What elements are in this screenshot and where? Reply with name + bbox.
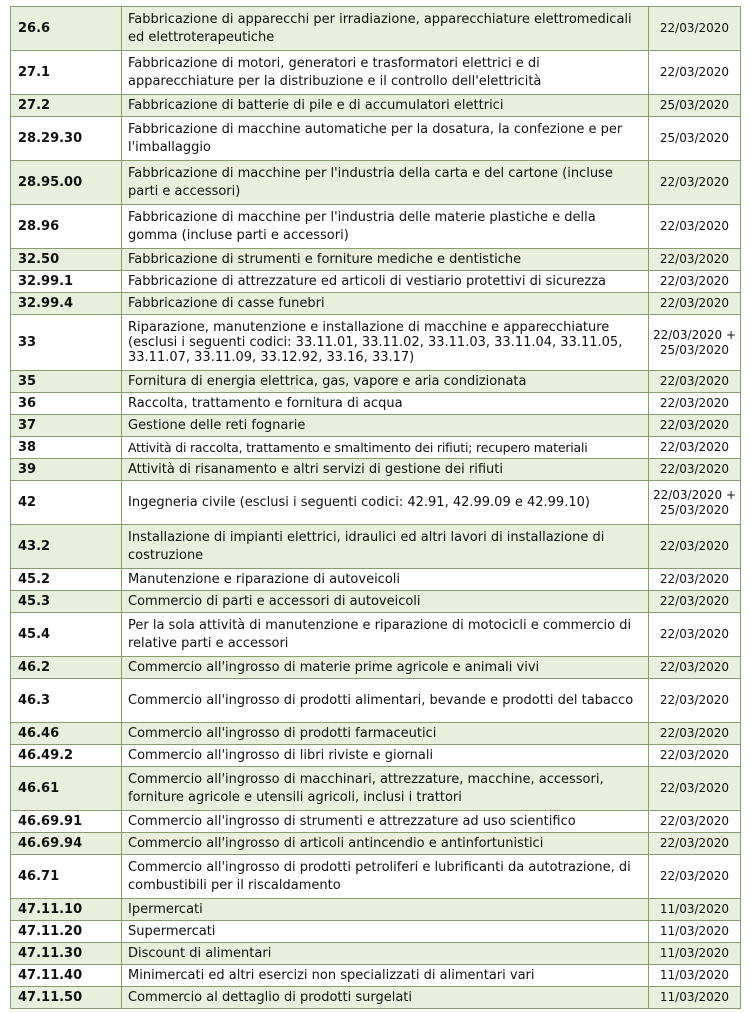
description-cell: Commercio all'ingrosso di articoli antincendio e antinfortunistici <box>122 833 649 855</box>
code-cell: 47.11.20 <box>11 921 122 943</box>
code-cell: 37 <box>11 415 122 437</box>
description-cell: Supermercati <box>122 921 649 943</box>
date-cell: 22/03/2020 <box>649 161 741 205</box>
date-cell: 11/03/2020 <box>649 921 741 943</box>
table-row <box>11 205 741 249</box>
date-cell: 22/03/2020 + 25/03/2020 <box>649 481 741 525</box>
date-cell: 22/03/2020 <box>649 657 741 679</box>
code-cell: 46.49.2 <box>11 745 122 767</box>
description-cell: Installazione di impianti elettrici, idraulici ed altri lavori di installazione di costruzione <box>122 525 649 569</box>
table-row <box>11 437 741 459</box>
table-row <box>11 767 741 811</box>
code-cell: 42 <box>11 481 122 525</box>
date-cell: 11/03/2020 <box>649 899 741 921</box>
code-cell: 46.61 <box>11 767 122 811</box>
description-cell: Fabbricazione di macchine per l'industria della carta e del cartone (incluse parti e accessori) <box>122 161 649 205</box>
code-cell: 28.95.00 <box>11 161 122 205</box>
description-cell: Fornitura di energia elettrica, gas, vapore e aria condizionata <box>122 371 649 393</box>
description-cell: Fabbricazione di strumenti e forniture mediche e dentistiche <box>122 249 649 271</box>
code-cell: 27.1 <box>11 51 122 95</box>
date-cell: 22/03/2020 <box>649 51 741 95</box>
table-row <box>11 569 741 591</box>
table-row <box>11 525 741 569</box>
description-cell: Riparazione, manutenzione e installazione di macchine e apparecchiature (esclusi i seguenti codici: 33.11.01, 33.11.02, 33.11.03, 33.11.04, 33.11.05, 33.11.07, 33.11.09, 33.12.92, 33.16, 33.17) <box>122 315 649 371</box>
code-cell: 46.3 <box>11 679 122 723</box>
table-row <box>11 371 741 393</box>
date-cell: 22/03/2020 <box>649 437 741 459</box>
ateco-codes-table <box>10 6 741 1009</box>
date-cell: 22/03/2020 <box>649 459 741 481</box>
date-cell: 22/03/2020 <box>649 293 741 315</box>
date-cell: 22/03/2020 <box>649 249 741 271</box>
table-body <box>11 7 741 1009</box>
table-row <box>11 95 741 117</box>
table-row <box>11 161 741 205</box>
table-row <box>11 987 741 1009</box>
date-cell: 22/03/2020 <box>649 833 741 855</box>
table-row <box>11 393 741 415</box>
date-cell: 22/03/2020 <box>649 271 741 293</box>
date-cell: 22/03/2020 <box>649 7 741 51</box>
table-row <box>11 833 741 855</box>
code-cell: 47.11.10 <box>11 899 122 921</box>
description-cell: Commercio al dettaglio di prodotti surgelati <box>122 987 649 1009</box>
date-cell: 22/03/2020 <box>649 415 741 437</box>
description-cell: Gestione delle reti fognarie <box>122 415 649 437</box>
table-row <box>11 723 741 745</box>
table-row <box>11 657 741 679</box>
table-row <box>11 855 741 899</box>
table-row <box>11 591 741 613</box>
table-row <box>11 921 741 943</box>
code-cell: 32.50 <box>11 249 122 271</box>
code-cell: 43.2 <box>11 525 122 569</box>
date-cell: 25/03/2020 <box>649 117 741 161</box>
description-cell: Commercio all'ingrosso di libri riviste e giornali <box>122 745 649 767</box>
description-cell: Commercio all'ingrosso di prodotti petroliferi e lubrificanti da autotrazione, di combustibili per il riscaldamento <box>122 855 649 899</box>
table-row <box>11 459 741 481</box>
description-cell: Commercio di parti e accessori di autoveicoli <box>122 591 649 613</box>
code-cell: 27.2 <box>11 95 122 117</box>
date-cell: 22/03/2020 <box>649 591 741 613</box>
table-row <box>11 965 741 987</box>
description-cell: Fabbricazione di macchine automatiche per la dosatura, la confezione e per l'imballaggio <box>122 117 649 161</box>
description-cell: Ipermercati <box>122 899 649 921</box>
date-cell: 22/03/2020 <box>649 723 741 745</box>
description-cell: Fabbricazione di motori, generatori e trasformatori elettrici e di apparecchiature per la distribuzione e il controllo dell'elettricità <box>122 51 649 95</box>
description-cell: Commercio all'ingrosso di strumenti e attrezzature ad uso scientifico <box>122 811 649 833</box>
description-cell: Attività di raccolta, trattamento e smaltimento dei rifiuti; recupero materiali <box>122 437 649 459</box>
date-cell: 25/03/2020 <box>649 95 741 117</box>
code-cell: 46.69.91 <box>11 811 122 833</box>
date-cell: 22/03/2020 <box>649 205 741 249</box>
date-cell: 22/03/2020 <box>649 613 741 657</box>
table-row <box>11 679 741 723</box>
table-row <box>11 117 741 161</box>
table-row <box>11 811 741 833</box>
table-row <box>11 943 741 965</box>
table-row <box>11 51 741 95</box>
table-row <box>11 481 741 525</box>
description-cell: Fabbricazione di apparecchi per irradiazione, apparecchiature elettromedicali ed elettroterapeutiche <box>122 7 649 51</box>
description-cell: Commercio all'ingrosso di prodotti farmaceutici <box>122 723 649 745</box>
code-cell: 38 <box>11 437 122 459</box>
table-row <box>11 7 741 51</box>
date-cell: 22/03/2020 + 25/03/2020 <box>649 315 741 371</box>
table-row <box>11 293 741 315</box>
description-cell: Fabbricazione di casse funebri <box>122 293 649 315</box>
code-cell: 46.2 <box>11 657 122 679</box>
date-cell: 22/03/2020 <box>649 679 741 723</box>
date-cell: 22/03/2020 <box>649 745 741 767</box>
table-row <box>11 315 741 371</box>
description-cell: Fabbricazione di batterie di pile e di accumulatori elettrici <box>122 95 649 117</box>
code-cell: 35 <box>11 371 122 393</box>
description-cell: Attività di risanamento e altri servizi di gestione dei rifiuti <box>122 459 649 481</box>
code-cell: 47.11.30 <box>11 943 122 965</box>
description-cell: Fabbricazione di macchine per l'industria delle materie plastiche e della gomma (incluse parti e accessori) <box>122 205 649 249</box>
code-cell: 28.29.30 <box>11 117 122 161</box>
date-cell: 22/03/2020 <box>649 569 741 591</box>
date-cell: 11/03/2020 <box>649 943 741 965</box>
description-cell: Discount di alimentari <box>122 943 649 965</box>
table-row <box>11 899 741 921</box>
code-cell: 32.99.1 <box>11 271 122 293</box>
date-cell: 22/03/2020 <box>649 811 741 833</box>
date-cell: 22/03/2020 <box>649 371 741 393</box>
description-cell: Per la sola attività di manutenzione e riparazione di motocicli e commercio di relative parti e accessori <box>122 613 649 657</box>
code-cell: 47.11.50 <box>11 987 122 1009</box>
code-cell: 26.6 <box>11 7 122 51</box>
description-cell: Ingegneria civile (esclusi i seguenti codici: 42.91, 42.99.09 e 42.99.10) <box>122 481 649 525</box>
date-cell: 22/03/2020 <box>649 525 741 569</box>
table-row <box>11 415 741 437</box>
date-cell: 11/03/2020 <box>649 987 741 1009</box>
description-cell: Fabbricazione di attrezzature ed articoli di vestiario protettivi di sicurezza <box>122 271 649 293</box>
code-cell: 33 <box>11 315 122 371</box>
code-cell: 47.11.40 <box>11 965 122 987</box>
table-row <box>11 745 741 767</box>
code-cell: 45.3 <box>11 591 122 613</box>
code-cell: 46.71 <box>11 855 122 899</box>
code-cell: 46.46 <box>11 723 122 745</box>
code-cell: 39 <box>11 459 122 481</box>
code-cell: 36 <box>11 393 122 415</box>
description-cell: Commercio all'ingrosso di materie prime agricole e animali vivi <box>122 657 649 679</box>
description-cell: Commercio all'ingrosso di macchinari, attrezzature, macchine, accessori, forniture agricole e utensili agricoli, inclusi i trattori <box>122 767 649 811</box>
description-cell: Commercio all'ingrosso di prodotti alimentari, bevande e prodotti del tabacco <box>122 679 649 723</box>
code-cell: 45.2 <box>11 569 122 591</box>
code-cell: 28.96 <box>11 205 122 249</box>
code-cell: 45.4 <box>11 613 122 657</box>
code-cell: 46.69.94 <box>11 833 122 855</box>
table-row <box>11 249 741 271</box>
date-cell: 22/03/2020 <box>649 855 741 899</box>
table-row <box>11 271 741 293</box>
description-cell: Minimercati ed altri esercizi non specializzati di alimentari vari <box>122 965 649 987</box>
code-cell: 32.99.4 <box>11 293 122 315</box>
table-row <box>11 613 741 657</box>
date-cell: 11/03/2020 <box>649 965 741 987</box>
description-cell: Manutenzione e riparazione di autoveicoli <box>122 569 649 591</box>
description-cell: Raccolta, trattamento e fornitura di acqua <box>122 393 649 415</box>
date-cell: 22/03/2020 <box>649 393 741 415</box>
date-cell: 22/03/2020 <box>649 767 741 811</box>
